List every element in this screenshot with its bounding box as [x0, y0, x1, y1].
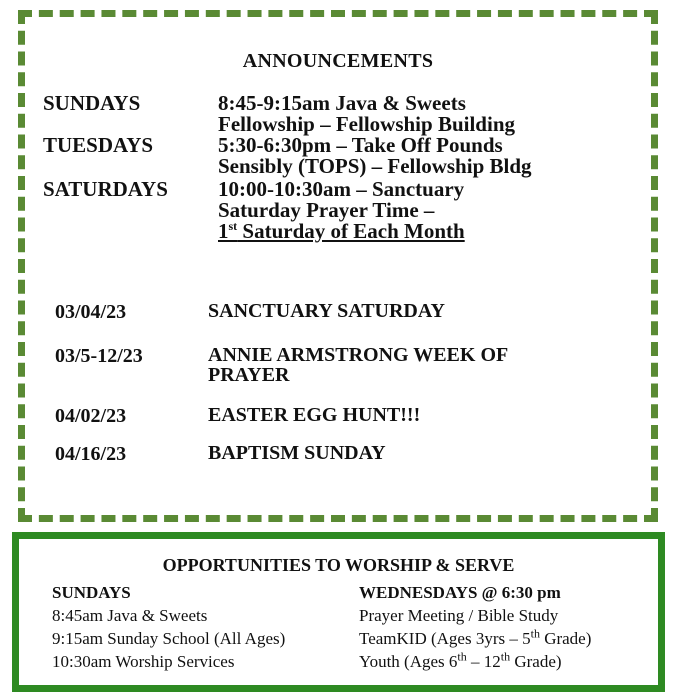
- schedule-description: 8:45-9:15am Java & Sweets Fellowship – Fellowship Building: [218, 91, 515, 136]
- schedule-description: 10:00-10:30am – Sanctuary Saturday Prayer Time – 1st Saturday of Each Month: [218, 179, 638, 242]
- announcements-panel: [18, 10, 658, 522]
- schedule-day: TUESDAYS: [43, 133, 154, 157]
- worship-panel: [12, 532, 665, 692]
- announcements-title: ANNOUNCEMENTS: [242, 50, 434, 72]
- wednesdays-item: TeamKID (Ages 3yrs – 5th Grade): [359, 626, 592, 648]
- worship-title: OPPORTUNITIES TO WORSHIP & SERVE: [162, 555, 515, 575]
- wednesdays-item: Youth (Ages 6th – 12th Grade): [359, 649, 562, 671]
- event-date: 03/5-12/23: [55, 345, 143, 367]
- event-row: [55, 443, 588, 466]
- event-date: 04/02/23: [55, 405, 127, 427]
- schedule-day: SUNDAYS: [43, 91, 141, 115]
- event-date: 03/04/23: [55, 301, 127, 323]
- schedule-row-sundays: [43, 93, 638, 135]
- wednesdays-item: Prayer Meeting / Bible Study: [359, 606, 559, 625]
- event-name: BAPTISM SUNDAY: [208, 442, 386, 464]
- event-date: 04/16/23: [55, 443, 127, 465]
- wednesdays-column: [359, 581, 591, 673]
- schedule-note: 1st Saturday of Each Month: [218, 219, 465, 243]
- sundays-item: 8:45am Java & Sweets: [52, 606, 208, 625]
- event-name: EASTER EGG HUNT!!!: [208, 404, 421, 426]
- event-name: ANNIE ARMSTRONG WEEK OF PRAYER: [208, 344, 508, 386]
- schedule-day: SATURDAYS: [43, 177, 168, 201]
- schedule-description: 5:30-6:30pm – Take Off Pounds Sensibly (TOPS) – Fellowship Bldg: [218, 133, 532, 178]
- event-row: [55, 405, 588, 428]
- sundays-column: [52, 581, 285, 673]
- sundays-heading: SUNDAYS: [52, 583, 131, 602]
- event-name: SANCTUARY SATURDAY: [208, 300, 445, 322]
- event-row: [55, 301, 588, 324]
- wednesdays-heading: WEDNESDAYS @ 6:30 pm: [359, 583, 561, 602]
- event-row: [55, 345, 563, 385]
- sundays-item: 9:15am Sunday School (All Ages): [52, 629, 286, 648]
- schedule-row-tuesdays: [43, 135, 638, 177]
- sundays-item: 10:30am Worship Services: [52, 652, 235, 671]
- weekly-schedule: [43, 93, 638, 242]
- schedule-row-saturdays: [43, 179, 638, 242]
